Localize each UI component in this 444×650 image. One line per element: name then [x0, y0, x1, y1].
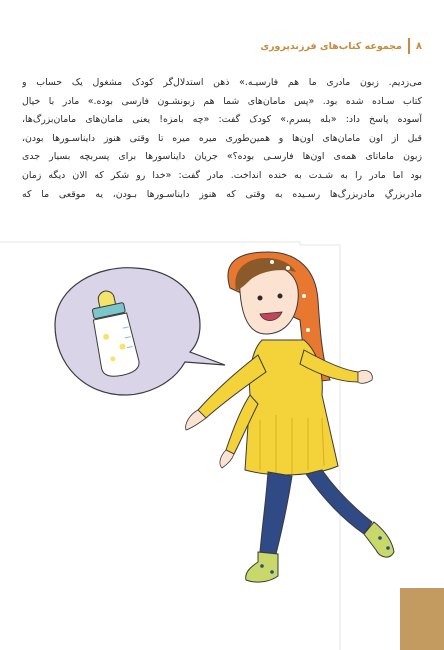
series-title: مجموعه کتاب‌های فرزندپروری	[260, 40, 402, 52]
text-line: می‌زدیم. زبون مادری ما هم فارسیـه.» ذهن استدلال‌گر کودک مشغول یک حساب و	[22, 77, 422, 88]
text-line: آسوده پاسخ داد: «بله پسرم.» کودک گفت: «چه بامزه! یعنی مامان‌های مامان‌بزرگ‌ها،	[22, 114, 422, 126]
text-line: کتاب سـاده شده بود. «پس مامان‌های شما هم زبونشـون فارسی بوده.» مادر با خیال	[22, 95, 422, 107]
speech-bubble-icon	[55, 268, 225, 395]
text-line: زبون ماماتای همه‌ی اون‌ها فارسـی بوده؟» جریان دایناسورها برای پسربچه بسیار جدی	[22, 151, 422, 163]
text-line: قبل از اون مامان‌های اون‌ها و همین‌طوری میره میره تا وقتی هنوز دایناسـورها بودن،	[22, 132, 422, 144]
girl-figure	[186, 252, 394, 582]
page-number: ۸	[415, 40, 422, 52]
text-line: بود اما مادر را به شـدت به خنده انداخت. مادر گفت: «خدا رو شکر که الان دیگه زمان	[22, 169, 422, 181]
page-corner-tab	[400, 588, 444, 650]
text-line: مادربزرگِ مادربزرگ‌ها رسـیده به وقتی که هنوز دایناسـورها بـودن، یه موقعی ما که	[22, 188, 422, 200]
